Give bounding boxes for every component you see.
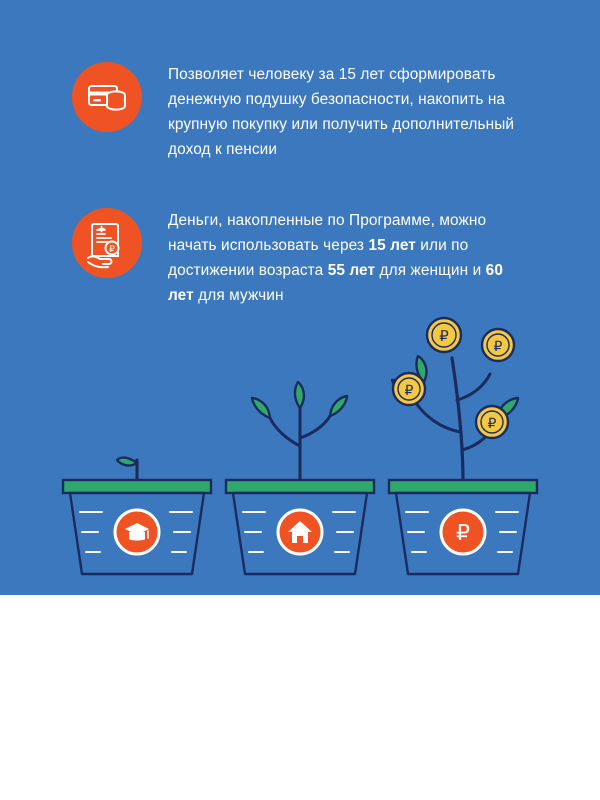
pot-pension	[389, 318, 537, 574]
page-white-area	[0, 595, 600, 800]
svg-text:₽: ₽	[487, 415, 497, 431]
bullet-2-part-2: 15 лет	[368, 237, 416, 254]
card-and-coins-icon	[72, 62, 142, 132]
bullet-2-part-7: для мужчин	[193, 287, 284, 304]
bullet-item-2	[72, 208, 516, 308]
pot-education	[63, 458, 211, 574]
pot-home	[226, 382, 374, 574]
svg-text:₽: ₽	[404, 382, 414, 398]
svg-text:₽: ₽	[109, 244, 115, 254]
bullet-2-part-5: для женщин и	[375, 262, 486, 279]
bullet-2-part-1: Деньги, накопленные по Программе, можно начать использовать через	[168, 212, 487, 254]
ruble-icon: ₽	[456, 520, 470, 545]
coin-right-upper	[482, 329, 514, 361]
bullet-1-span: Позволяет человеку за 15 лет сформировать денежную подушку безопасности, накопить на крупную покупку или получить дополнительный доход к пенсии	[168, 66, 515, 158]
bullet-2-part-6: 60 лет	[168, 262, 503, 304]
three-growing-plants-illustration	[0, 300, 600, 595]
bullet-2-part-4: 55 лет	[327, 262, 376, 279]
coin-top	[427, 318, 461, 352]
document-ruble-hand-icon	[72, 208, 142, 278]
bullet-text-2	[168, 208, 516, 308]
coin-left	[393, 373, 425, 405]
svg-text:₽: ₽	[439, 328, 449, 345]
bullet-text-1	[168, 62, 516, 162]
bullet-2-part-3: или по достижении возраста	[168, 237, 469, 279]
coin-right-lower	[476, 406, 508, 438]
svg-text:₽: ₽	[493, 338, 503, 354]
bullet-item-1	[72, 62, 516, 162]
